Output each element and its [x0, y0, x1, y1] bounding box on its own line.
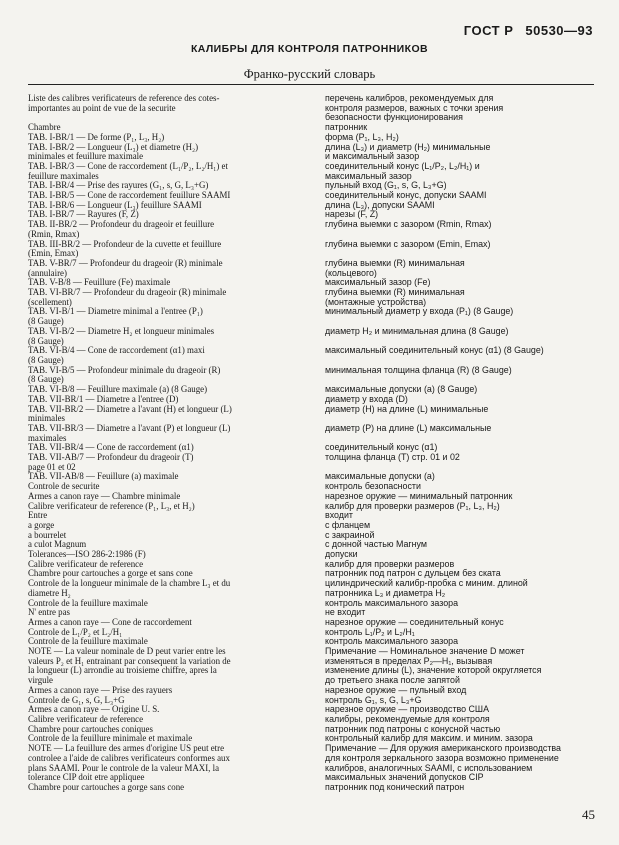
french-line: [28, 113, 312, 123]
french-line: NOTE — La valeur nominale de D peut varier entre les: [28, 646, 226, 657]
french-line: (annulaire): [28, 267, 67, 278]
russian-line: форма (P₁, L₃, H₂): [325, 131, 399, 142]
french-line: TAB. I-BR/5 — Cone de raccordement feuillure SAAMI: [28, 190, 231, 201]
french-line: TAB. VI-B/8 — Feuillure maximale (a) (8 Gauge): [28, 384, 208, 395]
russian-line: патронник под патроны с конусной частью: [325, 723, 501, 734]
french-line: Controle de securite: [28, 481, 100, 492]
russian-line: с фланцем: [325, 519, 371, 530]
french-line: Armes a canon raye — Prise des rayuers: [28, 684, 173, 695]
russian-line: калибр для проверки размеров: [325, 558, 455, 569]
page-number: 45: [582, 807, 595, 822]
russian-line: пульный вход (G₁, s, G, L₃+G): [325, 180, 447, 191]
french-line: TAB. V-BR/7 — Profondeur du drageoir (R) minimale: [28, 257, 223, 268]
title-rule: [28, 84, 594, 85]
french-line: (scellement): [28, 296, 72, 307]
french-line: Armes a canon raye — Chambre minimale: [28, 490, 181, 501]
french-line: Liste des calibres verificateurs de reference des cotes-: [28, 93, 220, 103]
russian-line: максимальный соединительный конус (α1) (8 Gauge): [325, 345, 544, 356]
french-line: Tolerances—ISO 286-2:1986 (F): [28, 549, 146, 560]
russian-line: длина (L₃), допуски SAAMI: [325, 199, 435, 210]
french-line: Entre: [28, 510, 48, 521]
russian-line: нарезное оружие — производство США: [325, 704, 489, 715]
french-line: la longueur (L) arrondie au troisieme chiffre, apres la: [28, 665, 217, 676]
french-line: TAB. III-BR/2 — Profondeur de la cuvette et feuillure: [28, 238, 222, 249]
french-line: TAB. VI-B/4 — Cone de raccordement (α1) maxi: [28, 345, 205, 356]
russian-line: толщина фланца (T) стр. 01 и 02: [325, 452, 460, 463]
french-line: TAB. VII-BR/3 — Diametre a l'avant (P) et longueur (L): [28, 422, 231, 433]
russian-line: контроль безопасности: [325, 481, 421, 492]
russian-line: до третьего знака после запятой: [325, 675, 460, 686]
french-line: importantes au point de vue de la securite: [28, 102, 176, 113]
standard-number: 50530—93: [525, 23, 593, 38]
russian-line: допуски: [325, 549, 358, 560]
french-line: (Emin, Emax): [28, 248, 79, 259]
french-line: a bourrelet: [28, 529, 67, 540]
russian-line: максимальные допуски (a) (8 Gauge): [325, 384, 478, 395]
standard-code: ГОСТ Р: [463, 23, 514, 38]
russian-line: глубина выемки (R) минимальная: [325, 257, 465, 268]
french-line: Controle de L₁/P₂ et L₂/H₁: [28, 626, 123, 637]
french-line: Controle de la longueur minimale de la chambre L₃ et du: [28, 578, 231, 589]
french-line: TAB. VII-BR/4 — Cone de raccordement (α1): [28, 442, 194, 453]
french-line: maximales: [28, 432, 67, 443]
french-line: Armes a canon raye — Cone de raccordement: [28, 616, 192, 627]
french-line: TAB. I-BR/3 — Cone de raccordement (L₁/P₂, L₂/H₁) et: [28, 160, 228, 171]
french-line: (8 Gauge): [28, 316, 64, 327]
russian-line: изменение длины (L), значение которой округляется: [325, 665, 542, 676]
russian-line: диаметр (P) на длине (L) максимальные: [325, 422, 492, 433]
french-line: (8 Gauge): [28, 374, 64, 385]
russian-line: с донной частью Магнум: [325, 539, 427, 550]
french-line: page 01 et 02: [28, 461, 76, 472]
russian-line: патронник под патрон с дульцем без ската: [325, 568, 501, 579]
french-line: TAB. VII-AB/7 — Profondeur du drageoir (T): [28, 452, 194, 463]
french-line: tolerance CIP doit etre appliquee: [28, 772, 145, 783]
russian-line: диаметр (H) на длине (L) минимальные: [325, 403, 489, 414]
french-line: minimales et feuillure maximale: [28, 151, 144, 162]
french-line: Controle de G₁, s, G, L₃+G: [28, 694, 125, 705]
russian-line: максимальных значений допусков CIP: [325, 772, 484, 783]
french-line: Controle de la feuillure minimale et maximale: [28, 733, 193, 744]
russian-line: глубина выемки с зазором (Emin, Emax): [325, 238, 491, 249]
french-line: virgule: [28, 675, 53, 686]
russian-line: соединительный конус, допуски SAAMI: [325, 190, 487, 201]
russian-line: калибров, аналогичных SAAMI, с использованием: [325, 762, 533, 773]
russian-line: (монтажные устройства): [325, 296, 427, 307]
french-line: (8 Gauge): [28, 354, 64, 365]
french-line: (Rmin, Rmax): [28, 228, 80, 239]
russian-line: нарезы (F, Z): [325, 209, 379, 220]
russian-line: калибры, рекомендуемые для контроля: [325, 714, 490, 724]
russian-line: минимальная толщина фланца (R) (8 Gauge): [325, 364, 512, 375]
russian-line: перечень калибров, рекомендуемых для: [325, 93, 494, 103]
russian-line: безопасности функционирования: [325, 112, 463, 123]
french-line: (8 Gauge): [28, 335, 64, 346]
french-line: TAB. VI-B/2 — Diametre H₂ et longueur minimales: [28, 325, 215, 336]
russian-column: [325, 94, 597, 793]
russian-line: контроль G₁, s, G, L₃+G: [325, 694, 422, 705]
russian-line: патронника L₃ и диаметра H₂: [325, 587, 446, 598]
french-line: TAB. I-BR/4 — Prise des rayures (G₁, s, G, L₃+G): [28, 180, 209, 191]
french-line: diametre H₂: [28, 587, 71, 598]
french-line: a gorge: [28, 519, 55, 530]
russian-line: длина (L₃) и диаметр (H₂) минимальные: [325, 141, 491, 152]
russian-line: диаметр у входа (D): [325, 393, 408, 404]
russian-line: изменяться в пределах P₂—H₁, вызывая: [325, 655, 493, 666]
russian-line: минимальный диаметр у входа (P₁) (8 Gauge): [325, 306, 514, 317]
russian-line: калибр для проверки размеров (P₁, L₃, H₂): [325, 500, 500, 511]
french-line: TAB. I-BR/1 — De forme (P₁, L₃, H₂): [28, 131, 165, 142]
russian-line: с закраиной: [325, 529, 375, 540]
russian-line: входит: [325, 510, 353, 521]
french-line: TAB. VII-BR/2 — Diametre a l'avant (H) et longueur (L): [28, 403, 232, 414]
page-subtitle: Франко-русский словарь: [243, 67, 376, 81]
french-column: [28, 94, 312, 793]
french-line: Armes a canon raye — Origine U. S.: [28, 704, 160, 715]
french-line: Chambre pour cartouches coniques: [28, 723, 153, 734]
russian-line: нарезное оружие — соединительный конус: [325, 616, 504, 627]
french-line: Chambre pour cartouches a gorge sans cone: [28, 781, 185, 792]
french-line: TAB. V-B/8 — Feuillure (Fe) maximale: [28, 277, 171, 288]
french-line: TAB. VII-BR/1 — Diametre a l'entree (D): [28, 393, 179, 404]
russian-line: для контроля зеркального зазора возможно применение: [325, 752, 559, 763]
russian-line: (кольцевого): [325, 267, 377, 278]
russian-line: контроля размеров, важных с точки зрения: [325, 102, 504, 113]
french-line: Chambre pour cartouches a gorge et sans cone: [28, 568, 193, 579]
russian-line: нарезное оружие — минимальный патронник: [325, 490, 513, 501]
russian-line: патронник: [325, 122, 368, 133]
russian-line: нарезное оружие — пульный вход: [325, 684, 467, 695]
french-line: Calibre verificateur de reference (P₁, L₃, et H₂): [28, 500, 195, 511]
russian-line: максимальный зазор (Fe): [325, 277, 431, 288]
french-line: TAB. I-BR/7 — Rayures (F, Z): [28, 209, 139, 220]
french-line: TAB. I-BR/6 — Longueur (L₃) feuillure SAAMI: [28, 199, 202, 210]
french-line: TAB. II-BR/2 — Profondeur du drageoir et feuillure: [28, 219, 215, 230]
russian-line: не входит: [325, 607, 366, 618]
french-line: TAB. VI-BR/7 — Profondeur du drageoir (R) minimale: [28, 287, 227, 298]
french-line: minimales: [28, 413, 65, 424]
russian-line: контроль максимального зазора: [325, 636, 459, 647]
french-line: TAB. I-BR/2 — Longueur (L₃) et diametre (H₂): [28, 141, 199, 152]
russian-line: глубина выемки (R) минимальная: [325, 287, 465, 298]
russian-line: и максимальный зазор: [325, 151, 420, 162]
russian-line: Примечание — Номинальное значение D может: [325, 646, 525, 657]
french-line: Calibre verificateur de reference: [28, 558, 144, 569]
french-line: TAB. VII-AB/8 — Feuillure (a) maximale: [28, 471, 179, 482]
french-line: a culot Magnum: [28, 539, 87, 550]
page-title: КАЛИБРЫ ДЛЯ КОНТРОЛЯ ПАТРОННИКОВ: [191, 43, 428, 55]
russian-line: максимальный зазор: [325, 170, 412, 181]
russian-line: глубина выемки с зазором (Rmin, Rmax): [325, 219, 492, 230]
french-line: valeurs P₂ et H₁ entrainant par consequent la variation de: [28, 655, 231, 666]
french-line: Controle de la feuillure maximale: [28, 636, 148, 647]
russian-line: диаметр H₂ и минимальная длина (8 Gauge): [325, 325, 509, 336]
russian-line: соединительный конус (α1): [325, 442, 438, 453]
russian-line: контроль максимального зазора: [325, 597, 459, 608]
french-line: plans SAAMI. Pour le controle de la valeur MAXI, la: [28, 762, 220, 773]
russian-line: цилиндрический калибр-пробка с миним. длиной: [325, 578, 528, 589]
french-line: Chambre: [28, 122, 61, 133]
russian-line: патронник под конический патрон: [325, 781, 465, 792]
french-line: feuillure maximales: [28, 170, 99, 181]
french-line: Calibre verificateur de reference: [28, 714, 144, 724]
french-line: N' entre pas: [28, 607, 71, 618]
standard-header: [464, 23, 593, 38]
russian-line: контрольный калибр для максим. и миним. зазора: [325, 733, 533, 744]
french-line: controlee a l'aide de calibres verificateurs conformes aux: [28, 752, 230, 763]
russian-line: максимальные допуски (a): [325, 471, 435, 482]
russian-line: контроль L₁/P₂ и L₂/H₁: [325, 626, 415, 637]
french-line: TAB. VI-B/5 — Profondeur minimale du drageoir (R): [28, 364, 221, 375]
russian-line: соединительный конус (L₁/P₂, L₂/H₁) и: [325, 160, 480, 171]
french-line: TAB. VI-B/1 — Diametre minimal a l'entree (P₁): [28, 306, 203, 317]
french-line: NOTE — La feuillure des armes d'origine US peut etre: [28, 743, 225, 754]
french-line: Controle de la feuillure maximale: [28, 597, 148, 608]
russian-line: Примечание — Для оружия американского производства: [325, 743, 561, 754]
